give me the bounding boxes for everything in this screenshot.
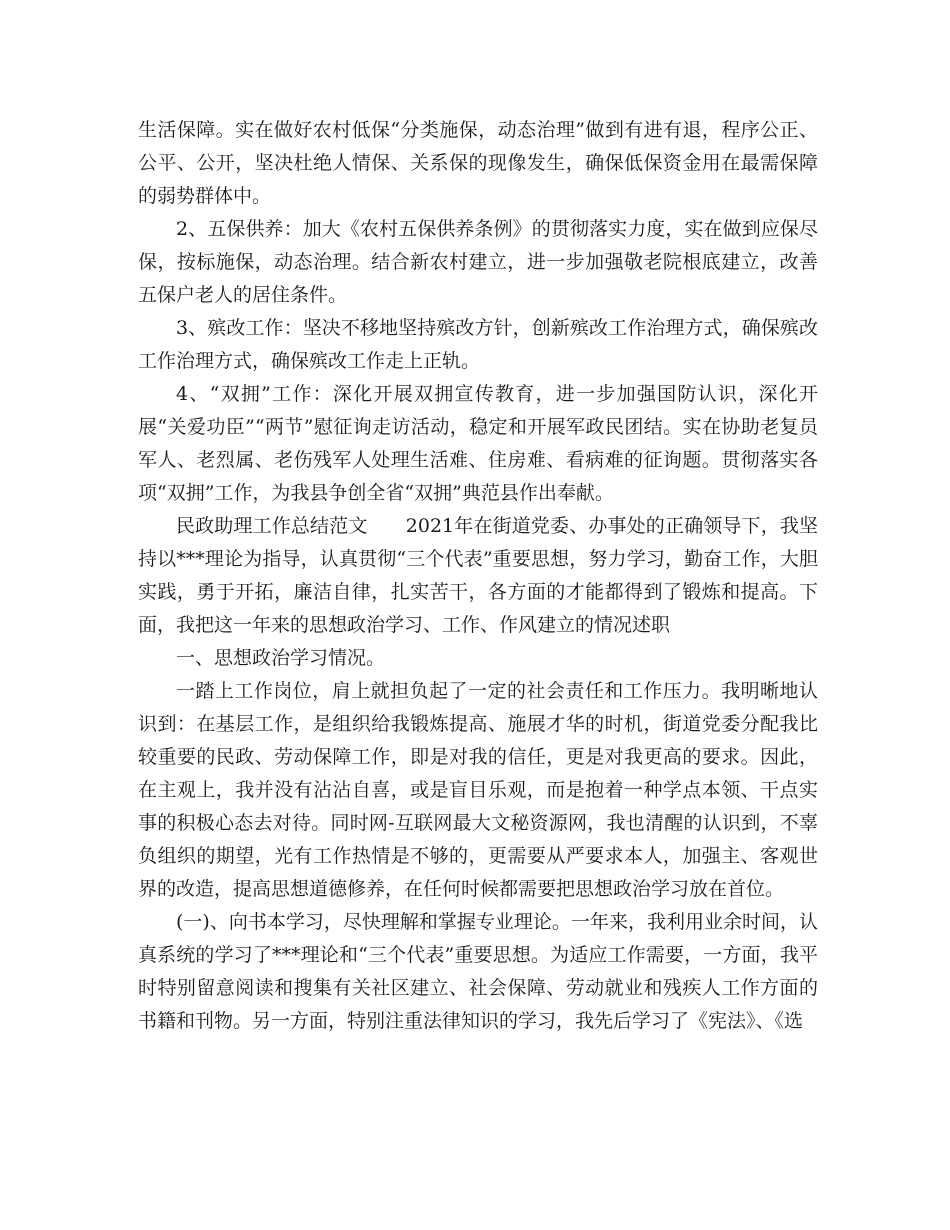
paragraph-continuation: 生活保障。实在做好农村低保“分类施保，动态治理”做到有进有退，程序公正、公平、公开，坚决杜绝人情保、关系保的现像发生，确保低保资金用在最需保障的弱势群体中。 <box>138 119 818 207</box>
document-body <box>138 114 818 1038</box>
paragraph-bingai: 3、殡改工作：坚决不移地坚持殡改方针，创新殡改工作治理方式，确保殡改工作治理方式，确保殡改工作走上正轨。 <box>138 317 818 372</box>
paragraph-summary-intro: 民政助理工作总结范文 2021年在街道党委、办事处的正确领导下，我坚持以***理论为指导，认真贯彻“三个代表”重要思想，努力学习，勤奋工作，大胆实践，勇于开拓，廉洁自律，扎实苦干，各方面的才能都得到了锻炼和提高。下面，我把这一年来的思想政治学习、工作、作风建立的情况述职 <box>138 515 818 636</box>
paragraph-wubao: 2、五保供养：加大《农村五保供养条例》的贯彻落实力度，实在做到应保尽保，按标施保，动态治理。结合新农村建立，进一步加强敬老院根底建立，改善五保户老人的居住条件。 <box>138 218 818 306</box>
paragraph-book-study: (一)、向书本学习，尽快理解和掌握专业理论。一年来，我利用业余时间，认真系统的学习了***理论和“三个代表”重要思想。为适应工作需要，一方面，我平时特别留意阅读和搜集有关社区建立、社会保障、劳动就业和残疾人工作方面的书籍和刊物。另一方面，特别注重法律知识的学习，我先后学习了《宪法》、《选 <box>138 911 818 1032</box>
paragraph-section-heading: 一、思想政治学习情况。 <box>176 647 386 669</box>
paragraph-shuangyong: 4、“双拥”工作：深化开展双拥宣传教育，进一步加强国防认识，深化开展“关爱功臣”“两节”慰征询走访活动，稳定和开展军政民团结。实在协助老复员军人、老烈属、老伤残军人处理生活难、住房难、看病难的征询题。贯彻落实各项“双拥”工作，为我县争创全省“双拥”典范县作出奉献。 <box>138 383 818 504</box>
paragraph-awareness: 一踏上工作岗位，肩上就担负起了一定的社会责任和工作压力。我明晰地认识到：在基层工作，是组织给我锻炼提高、施展才华的时机，街道党委分配我比较重要的民政、劳动保障工作，即是对我的信任，更是对我更高的要求。因此，在主观上，我并没有沾沾自喜，或是盲目乐观，而是抱着一种学点本领、干点实事的积极心态去对待。同时网-互联网最大文秘资源网，我也清醒的认识到，不辜负组织的期望，光有工作热情是不够的，更需要从严要求本人，加强主、客观世界的改造，提高思想道德修养，在任何时候都需要把思想政治学习放在首位。 <box>138 680 818 900</box>
